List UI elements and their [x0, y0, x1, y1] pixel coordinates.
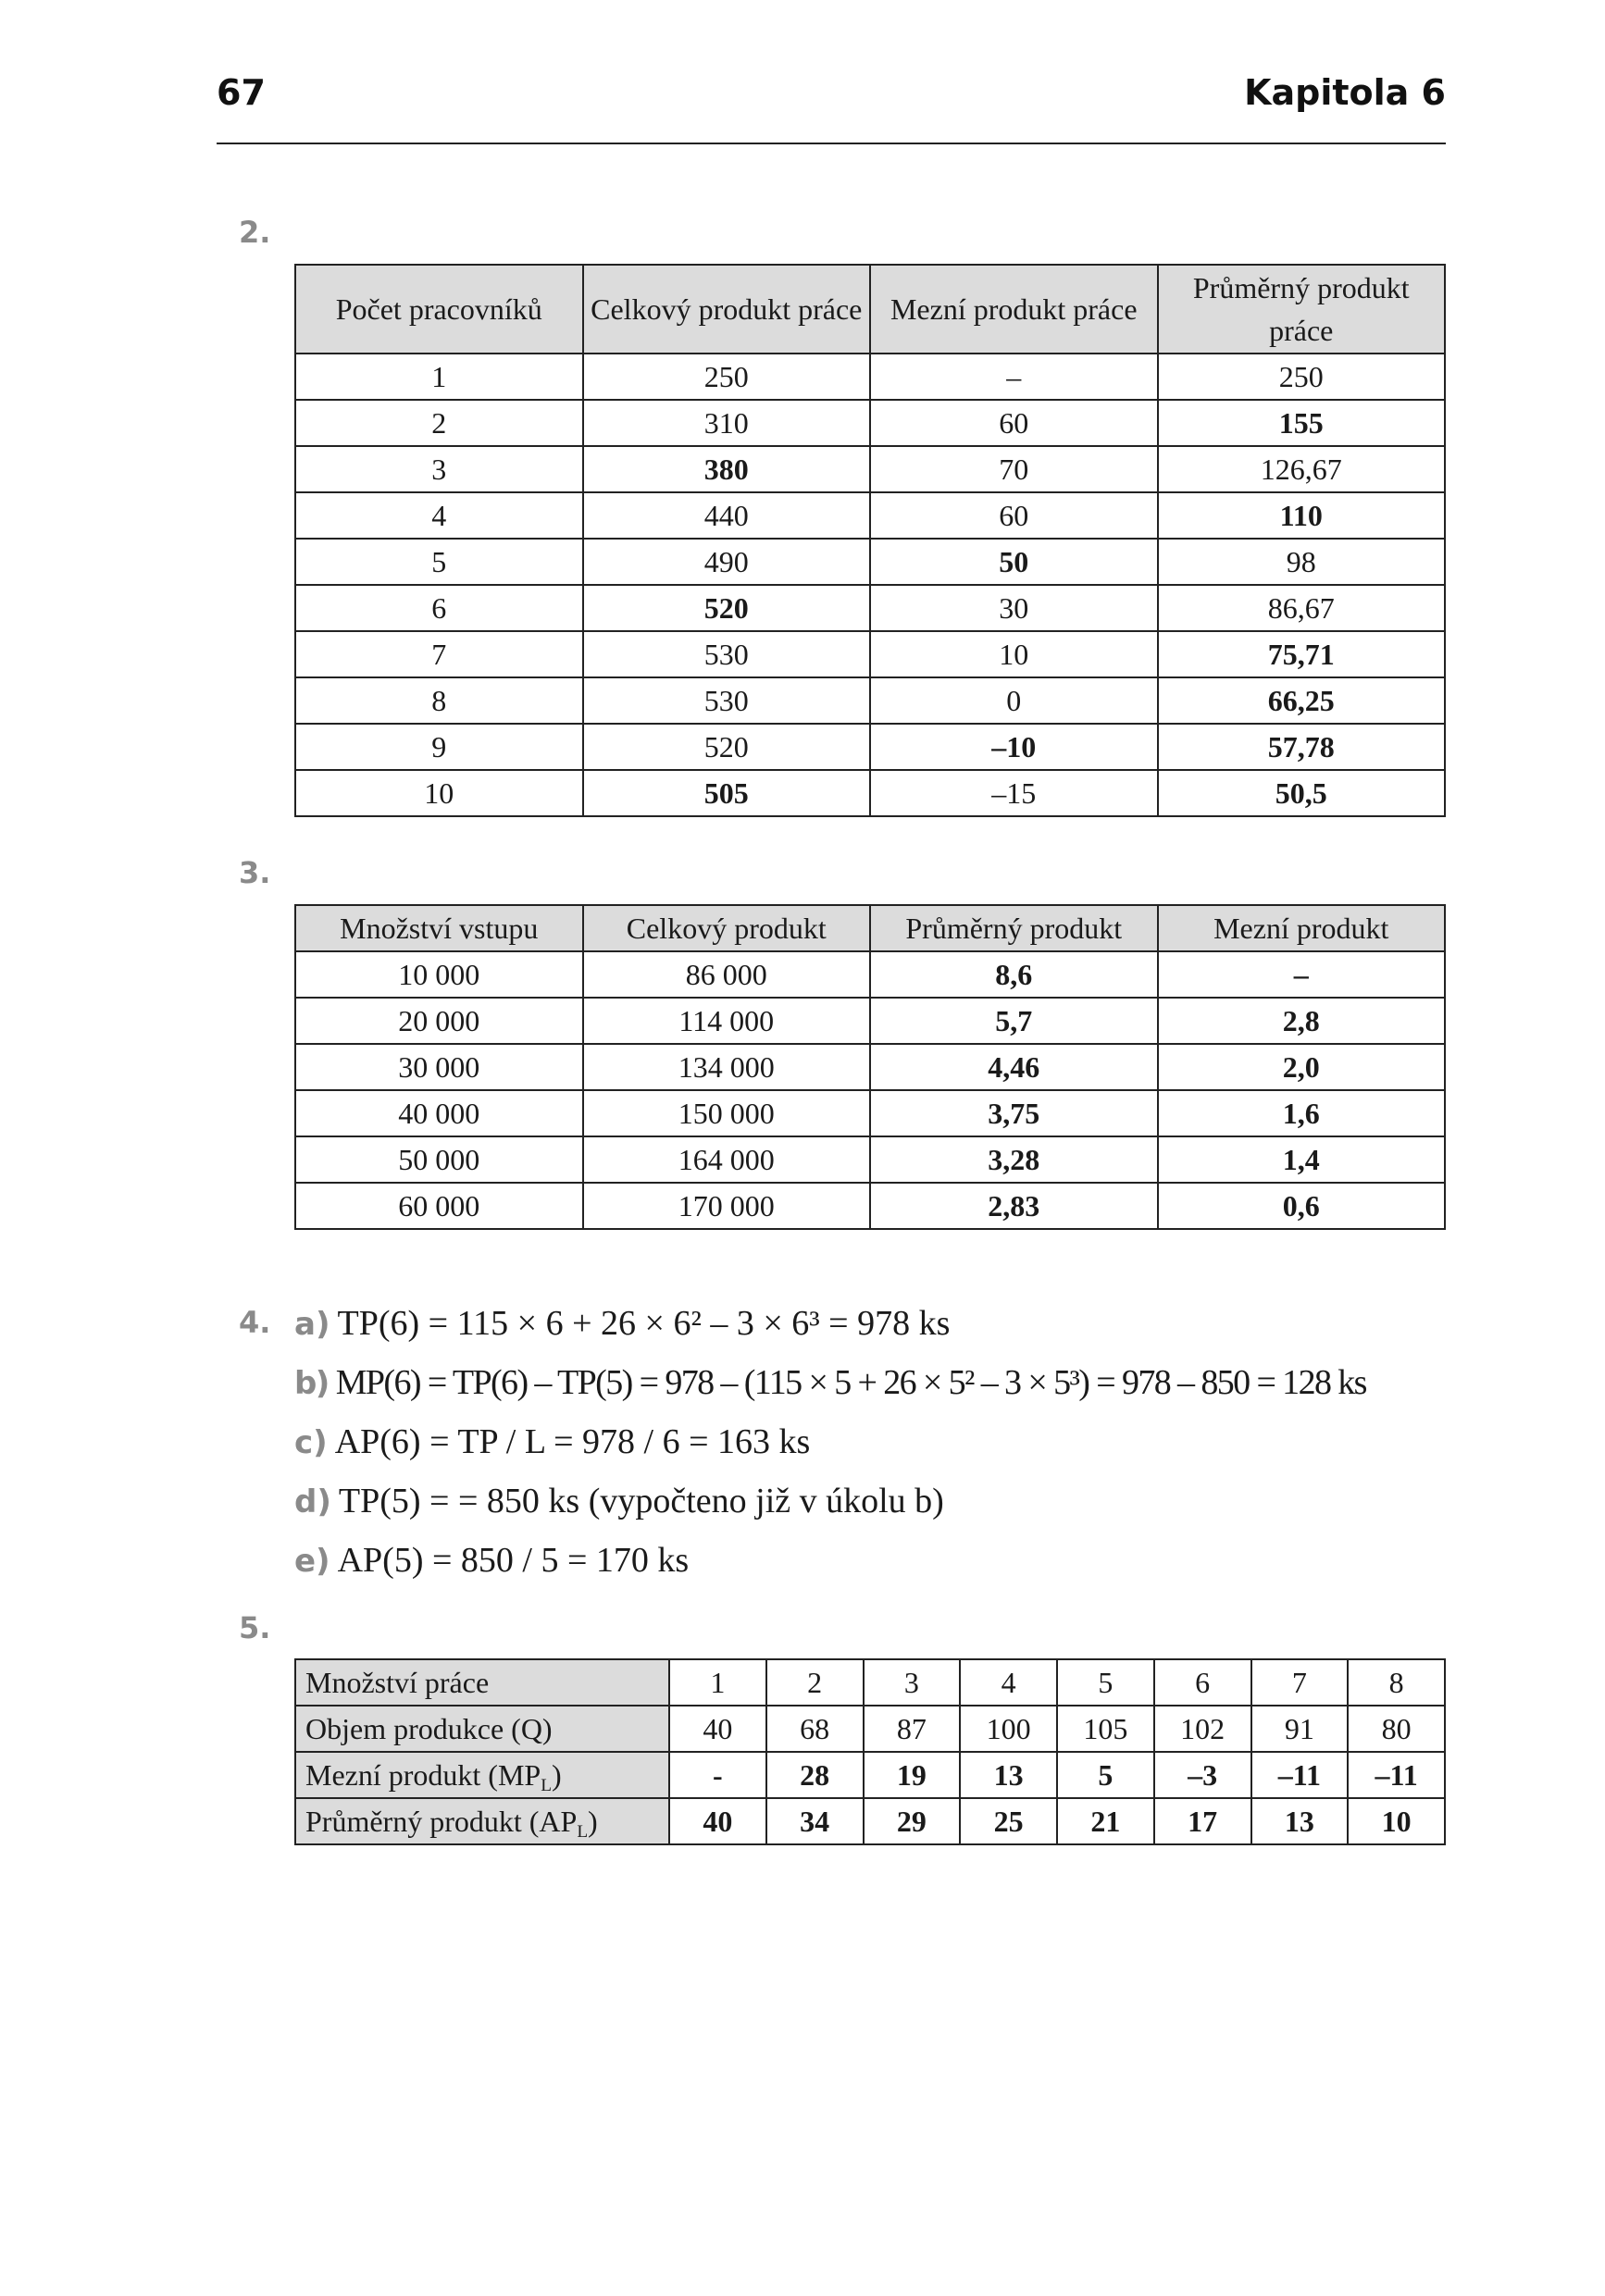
formula-b [294, 1362, 1366, 1403]
table-cell: 0 [870, 677, 1158, 724]
table-cell: 1,6 [1158, 1090, 1446, 1136]
table-cell: 87 [864, 1706, 961, 1752]
table-cell: 490 [583, 539, 871, 585]
table-cell: 13 [960, 1752, 1057, 1798]
table-row [295, 951, 1445, 998]
table-cell: 6 [1154, 1659, 1251, 1706]
table-cell: 170 000 [583, 1183, 871, 1229]
table-cell: 1,4 [1158, 1136, 1446, 1183]
table-cell: 13 [1251, 1798, 1349, 1844]
formula-letter: c) [294, 1424, 328, 1461]
table-cell: 19 [864, 1752, 961, 1798]
table-cell: 80 [1348, 1706, 1445, 1752]
row-label [295, 1706, 669, 1752]
table-cell: 60 [870, 400, 1158, 446]
table-row [295, 1044, 1445, 1090]
table-cell: 30 000 [295, 1044, 583, 1090]
formula-e [294, 1540, 689, 1581]
table-row [295, 539, 1445, 585]
formula-text: AP(6) = TP / L = 978 / 6 = 163 ks [334, 1422, 811, 1461]
column-header: Celkový produkt práce [583, 265, 871, 354]
table-cell: 5,7 [870, 998, 1158, 1044]
table-cell: 3,75 [870, 1090, 1158, 1136]
table-row [295, 585, 1445, 631]
table-row [295, 1798, 1445, 1844]
table-row [295, 1752, 1445, 1798]
table-cell: 98 [1158, 539, 1446, 585]
formula-letter: a) [294, 1306, 330, 1343]
table-cell: 164 000 [583, 1136, 871, 1183]
table-cell: 8 [295, 677, 583, 724]
table-row [295, 446, 1445, 492]
table-row [295, 492, 1445, 539]
table-cell: 4 [295, 492, 583, 539]
table-cell: 29 [864, 1798, 961, 1844]
section-number-2: 2. [239, 215, 271, 250]
table-cell: 7 [295, 631, 583, 677]
column-header: Průměrný produkt [870, 905, 1158, 951]
table-cell: 520 [583, 724, 871, 770]
table-cell: 5 [1057, 1659, 1154, 1706]
table-cell: 310 [583, 400, 871, 446]
table-cell: 8 [1348, 1659, 1445, 1706]
header-rule [217, 143, 1446, 144]
chapter-title: Kapitola 6 [1244, 72, 1446, 113]
table-cell: –3 [1154, 1752, 1251, 1798]
table-cell: 10 [870, 631, 1158, 677]
table-cell: 40 [669, 1798, 766, 1844]
table-row [295, 631, 1445, 677]
table-cell: 105 [1057, 1706, 1154, 1752]
table-cell: 60 000 [295, 1183, 583, 1229]
table-cell: 250 [583, 354, 871, 400]
row-label-close: ) [588, 1805, 598, 1838]
section-number-3: 3. [239, 855, 271, 890]
table-cell: 9 [295, 724, 583, 770]
table-cell: 2,83 [870, 1183, 1158, 1229]
column-header: Počet pracovníků [295, 265, 583, 354]
table-row [295, 1090, 1445, 1136]
row-label [295, 1659, 669, 1706]
table-cell: 6 [295, 585, 583, 631]
table-cell: 75,71 [1158, 631, 1446, 677]
table-cell: 250 [1158, 354, 1446, 400]
row-label-text: Objem produkce (Q) [305, 1712, 553, 1745]
table-cell: 30 [870, 585, 1158, 631]
table-cell: –11 [1251, 1752, 1349, 1798]
table-row [295, 1706, 1445, 1752]
column-header: Mezní produkt práce [870, 265, 1158, 354]
row-label-subscript: L [577, 1822, 589, 1842]
table-cell: 91 [1251, 1706, 1349, 1752]
table-cell: 530 [583, 631, 871, 677]
table-cell: – [870, 354, 1158, 400]
table-cell: 4 [960, 1659, 1057, 1706]
table-row [295, 770, 1445, 816]
table-row [295, 1183, 1445, 1229]
column-header: Celkový produkt [583, 905, 871, 951]
table-cell: 0,6 [1158, 1183, 1446, 1229]
table-row [295, 1659, 1445, 1706]
formula-text: AP(5) = 850 / 5 = 170 ks [337, 1541, 690, 1580]
table-cell: 3 [295, 446, 583, 492]
table-cell: 1 [669, 1659, 766, 1706]
table-cell: 7 [1251, 1659, 1349, 1706]
table-cell: 2 [295, 400, 583, 446]
table-cell: 25 [960, 1798, 1057, 1844]
formula-letter: b) [294, 1365, 329, 1402]
table-cell: 380 [583, 446, 871, 492]
table-cell: 21 [1057, 1798, 1154, 1844]
table-cell: 110 [1158, 492, 1446, 539]
table-cell: 66,25 [1158, 677, 1446, 724]
table-row [295, 998, 1445, 1044]
table-cell: 102 [1154, 1706, 1251, 1752]
formula-c [294, 1421, 810, 1462]
column-header: Mezní produkt [1158, 905, 1446, 951]
table-cell: 4,46 [870, 1044, 1158, 1090]
table-cell: 126,67 [1158, 446, 1446, 492]
table-cell: 17 [1154, 1798, 1251, 1844]
table-cell: 3 [864, 1659, 961, 1706]
page-number: 67 [217, 72, 266, 113]
table-cell: 100 [960, 1706, 1057, 1752]
table-cell: 2,0 [1158, 1044, 1446, 1090]
table-cell: - [669, 1752, 766, 1798]
section-number-4: 4. [239, 1305, 271, 1340]
row-label-subscript: L [541, 1776, 552, 1795]
table-cell: 28 [766, 1752, 864, 1798]
table-cell: –15 [870, 770, 1158, 816]
table-cell: 60 [870, 492, 1158, 539]
formula-text: MP(6) = TP(6) – TP(5) = 978 – (115 × 5 + 26 × 5² – 3 × 5³) = 978 – 850 = 128 ks [335, 1363, 1366, 1402]
table-cell: 114 000 [583, 998, 871, 1044]
table-row [295, 724, 1445, 770]
table-row [295, 1136, 1445, 1183]
table-cell: 50,5 [1158, 770, 1446, 816]
formula-a [294, 1303, 950, 1344]
table-cell: 3,28 [870, 1136, 1158, 1183]
table-cell: –11 [1348, 1752, 1445, 1798]
row-label [295, 1752, 669, 1798]
formula-letter: d) [294, 1483, 331, 1520]
formula-text: TP(6) = 115 × 6 + 26 × 6² – 3 × 6³ = 978 ks [337, 1304, 951, 1343]
table-cell: 40 [669, 1706, 766, 1752]
column-header: Množství vstupu [295, 905, 583, 951]
table-cell: 1 [295, 354, 583, 400]
table-cell: 34 [766, 1798, 864, 1844]
header-row [295, 905, 1445, 951]
table-cell: 155 [1158, 400, 1446, 446]
table-row [295, 677, 1445, 724]
table-cell: 68 [766, 1706, 864, 1752]
table-cell: 10 [1348, 1798, 1445, 1844]
table-cell: 440 [583, 492, 871, 539]
table-cell: 86,67 [1158, 585, 1446, 631]
table-cell: 70 [870, 446, 1158, 492]
formula-letter: e) [294, 1543, 330, 1580]
table-cell: 57,78 [1158, 724, 1446, 770]
row-label-text: Množství práce [305, 1666, 490, 1699]
table-cell: 8,6 [870, 951, 1158, 998]
table-cell: 50 [870, 539, 1158, 585]
table-cell: 5 [1057, 1752, 1154, 1798]
row-label-text: Mezní produkt (MP [305, 1758, 541, 1792]
formula-text: TP(5) = = 850 ks (vypočteno již v úkolu b) [338, 1482, 944, 1520]
table-cell: 150 000 [583, 1090, 871, 1136]
table-cell: 530 [583, 677, 871, 724]
column-header: Průměrný produkt práce [1158, 265, 1446, 354]
table-cell: 505 [583, 770, 871, 816]
row-label-text: Průměrný produkt (AP [305, 1805, 578, 1838]
table-cell: 134 000 [583, 1044, 871, 1090]
table-cell: 20 000 [295, 998, 583, 1044]
table-cell: 86 000 [583, 951, 871, 998]
table-cell: 520 [583, 585, 871, 631]
table-cell: 10 [295, 770, 583, 816]
table-cell: – [1158, 951, 1446, 998]
section-number-5: 5. [239, 1610, 271, 1645]
table-cell: 5 [295, 539, 583, 585]
formula-d [294, 1481, 944, 1521]
header-row [295, 265, 1445, 354]
table-cell: 2,8 [1158, 998, 1446, 1044]
labor-output-table [294, 1658, 1446, 1845]
table-cell: –10 [870, 724, 1158, 770]
table-row [295, 354, 1445, 400]
table-cell: 10 000 [295, 951, 583, 998]
row-label-close: ) [551, 1758, 562, 1792]
table-cell: 40 000 [295, 1090, 583, 1136]
table-cell: 2 [766, 1659, 864, 1706]
labor-product-table [294, 264, 1446, 817]
row-label [295, 1798, 669, 1844]
table-cell: 50 000 [295, 1136, 583, 1183]
input-product-table [294, 904, 1446, 1230]
table-row [295, 400, 1445, 446]
